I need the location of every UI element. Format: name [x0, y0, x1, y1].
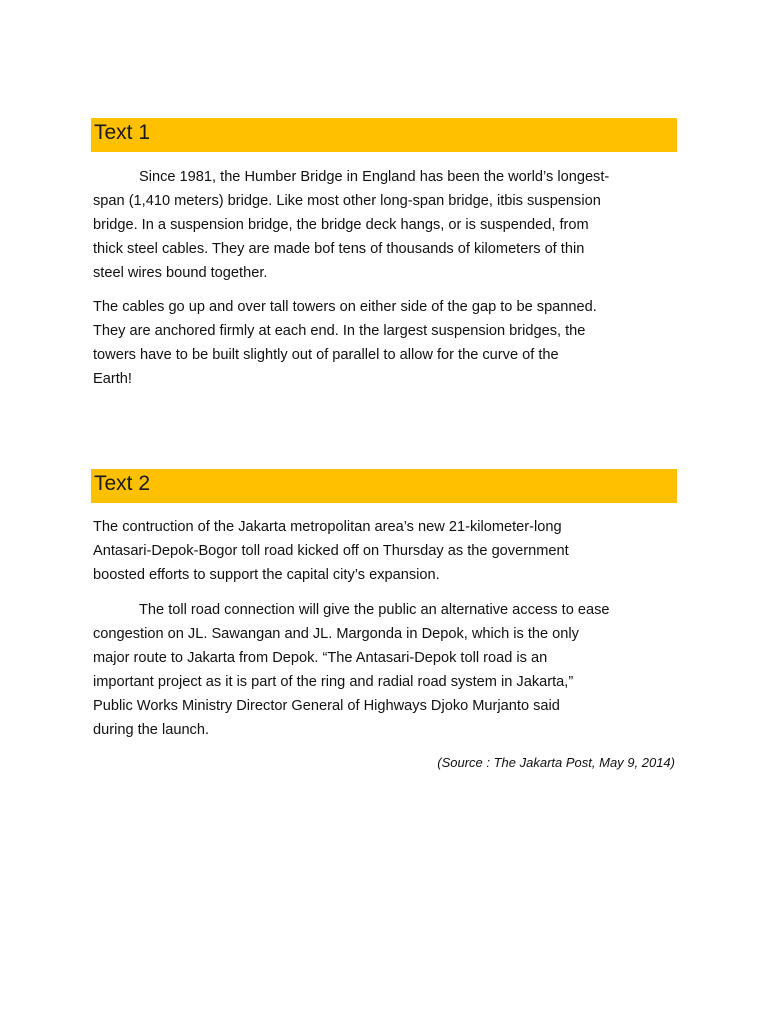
- line: The cables go up and over tall towers on either side of the gap to be spanned.: [93, 299, 597, 315]
- line: They are anchored firmly at each end. In the largest suspension bridges, the: [93, 323, 586, 339]
- line: Earth!: [93, 371, 132, 387]
- line: towers have to be built slightly out of parallel to allow for the curve of the: [93, 347, 559, 363]
- text1-paragraph-2: [93, 295, 683, 391]
- line: steel wires bound together.: [93, 265, 268, 281]
- text1-heading-bar: [91, 118, 677, 152]
- line: Public Works Ministry Director General of Highways Djoko Murjanto said: [93, 698, 560, 714]
- line: bridge. In a suspension bridge, the bridge deck hangs, or is suspended, from: [93, 217, 589, 233]
- line: The contruction of the Jakarta metropolitan area’s new 21-kilometer-long: [93, 519, 562, 535]
- line: span (1,410 meters) bridge. Like most other long-span bridge, itbis suspension: [93, 193, 601, 209]
- text1-heading: Text 1: [94, 121, 151, 144]
- text2-paragraph-2: [93, 598, 683, 742]
- line: congestion on JL. Sawangan and JL. Margonda in Depok, which is the only: [93, 626, 579, 642]
- line: major route to Jakarta from Depok. “The Antasari-Depok toll road is an: [93, 650, 548, 666]
- source-citation: (Source : The Jakarta Post, May 9, 2014): [437, 755, 675, 770]
- text2-heading-bar: [91, 469, 677, 503]
- line: important project as it is part of the ring and radial road system in Jakarta,”: [93, 674, 574, 690]
- line: Antasari-Depok-Bogor toll road kicked off on Thursday as the government: [93, 543, 569, 559]
- line: Since 1981, the Humber Bridge in England has been the world’s longest-: [139, 169, 610, 185]
- line: boosted efforts to support the capital city’s expansion.: [93, 567, 440, 583]
- line: thick steel cables. They are made bof tens of thousands of kilometers of thin: [93, 241, 585, 257]
- text2-paragraph-1: [93, 515, 683, 587]
- text2-heading: Text 2: [94, 472, 151, 495]
- line: The toll road connection will give the public an alternative access to ease: [139, 602, 610, 618]
- line: during the launch.: [93, 722, 210, 738]
- text1-paragraph-1: [93, 165, 683, 285]
